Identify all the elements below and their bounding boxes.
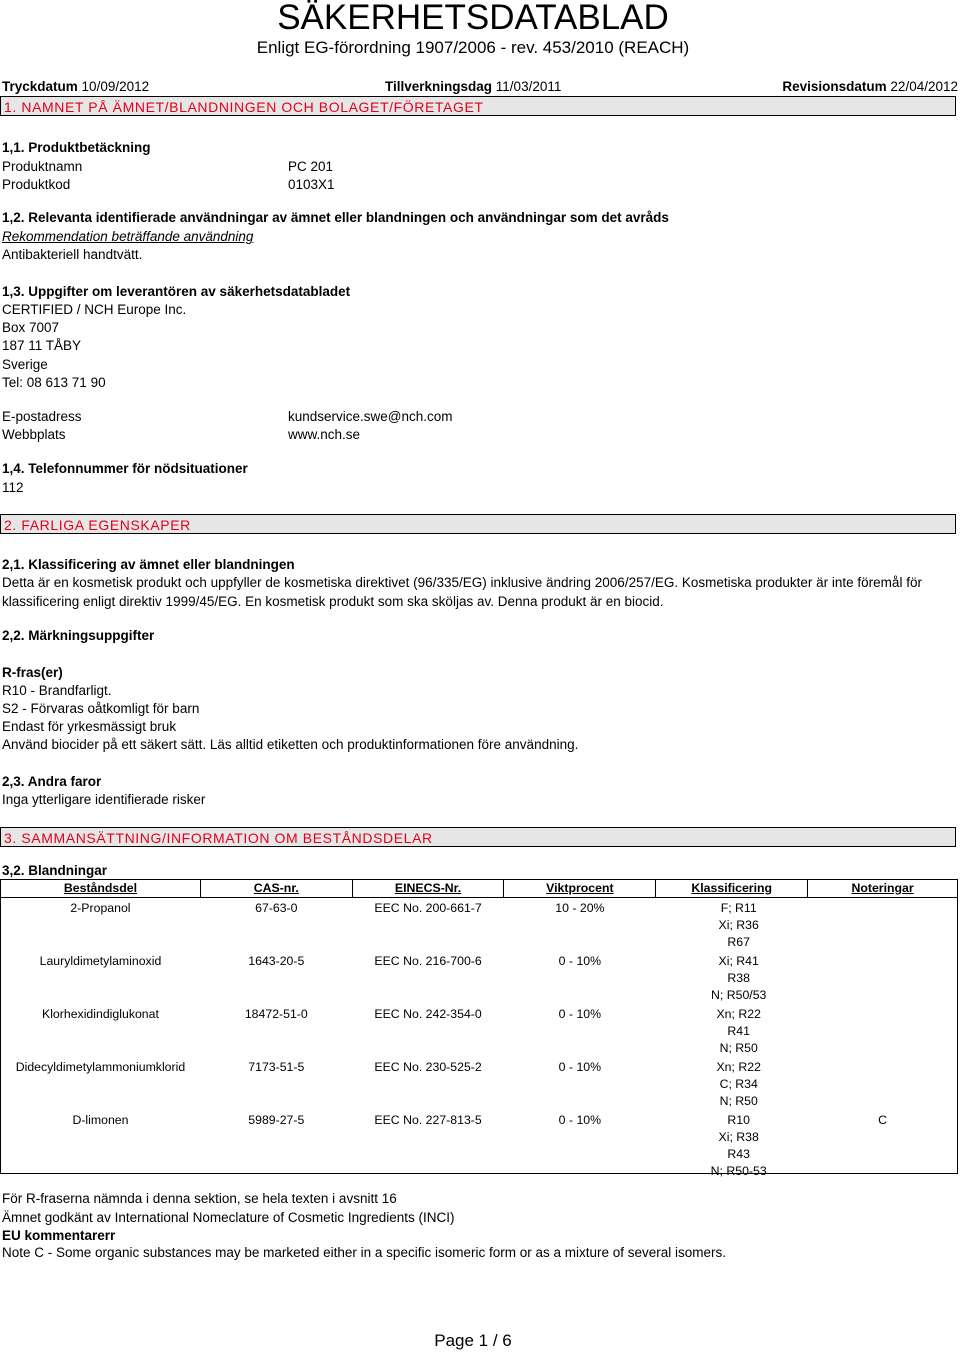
email-link[interactable]: kundservice.swe@nch.com (288, 409, 453, 424)
email-label: E-postadress (2, 409, 82, 424)
classification-line: C; R34 (719, 1077, 758, 1091)
cell-name: Klorhexidindiglukonat (42, 1007, 159, 1021)
column-header: EINECS-Nr. (352, 880, 504, 898)
table-row (1, 1057, 958, 1110)
r-phrase: Använd biocider på ett säkert sätt. Läs alltid etiketten och produktinformationen före användning. (2, 737, 579, 752)
classification-line: Xn; R22 (716, 1007, 761, 1021)
website-label: Webbplats (2, 427, 66, 442)
table-row (1, 898, 958, 952)
classification-line: Xi; R36 (718, 918, 759, 932)
section-2-2-title: 2,2. Märkningsuppgifter (2, 628, 155, 643)
section-1-2-title: 1,2. Relevanta identifierade användningar av ämnet eller blandningen och användningar som det avråds (2, 210, 669, 225)
classification-line: N; R50-53 (710, 1164, 767, 1178)
cell-classification (656, 1057, 808, 1110)
cell-classification (656, 951, 808, 1004)
manufacture-date: Tillverkningsdag 11/03/2011 (385, 79, 562, 94)
column-header: Noteringar (808, 880, 958, 898)
cell-weight: 0 - 10% (558, 1113, 602, 1127)
cell-name: Didecyldimetylammoniumklorid (15, 1060, 186, 1074)
cell-notes: C (878, 1113, 887, 1127)
eu-comment: Note C - Some organic substances may be marketed either in a specific isomeric form or as a mixture of several isomers. (2, 1245, 727, 1260)
classification-line: N; R50 (719, 1041, 758, 1055)
cell-einecs: EEC No. 200-661-7 (374, 901, 482, 915)
cell-cas: 7173-51-5 (248, 1060, 305, 1074)
table-row (1, 1110, 958, 1180)
cell-einecs: EEC No. 227-813-5 (374, 1113, 482, 1127)
section-1-heading: 1. NAMNET PÅ ÄMNET/BLANDNINGEN OCH BOLAGET/FÖRETAGET (0, 96, 956, 116)
classification-line: N; R50/53 (711, 988, 767, 1002)
section-1-4-title: 1,4. Telefonnummer för nödsituationer (2, 461, 248, 476)
r-phrase: Endast för yrkesmässigt bruk (2, 719, 177, 734)
composition-table (0, 879, 958, 1180)
cell-einecs: EEC No. 230-525-2 (374, 1060, 482, 1074)
r-phrase: R10 - Brandfarligt. (2, 683, 112, 698)
section-3-heading: 3. SAMMANSÄTTNING/INFORMATION OM BESTÅNDSDELAR (0, 827, 956, 847)
cell-einecs: EEC No. 242-354-0 (374, 1007, 482, 1021)
cell-cas: 67-63-0 (255, 901, 298, 915)
classification-line: F; R11 (720, 901, 757, 915)
table-row (1, 1004, 958, 1057)
supplier-line: Tel: 08 613 71 90 (2, 375, 106, 390)
cell-notes (808, 1004, 958, 1057)
column-header: Beståndsdel (1, 880, 201, 898)
supplier-line: Sverige (2, 357, 48, 372)
product-code-value: 0103X1 (288, 177, 335, 192)
table-header-row (1, 880, 958, 898)
classification-line: Xn; R22 (716, 1060, 761, 1074)
product-name-value: PC 201 (288, 159, 334, 174)
classification-line: R38 (727, 971, 750, 985)
cell-cas: 5989-27-5 (248, 1113, 305, 1127)
cell-name: D-limonen (72, 1113, 129, 1127)
column-header: CAS-nr. (200, 880, 352, 898)
cell-notes (808, 951, 958, 1004)
section-1-3-title: 1,3. Uppgifter om leverantören av säkerhetsdatabladet (2, 284, 351, 299)
page-number: Page 1 / 6 (434, 1331, 512, 1350)
document-title: SÄKERHETSDATABLAD (277, 0, 669, 37)
cell-classification (656, 1004, 808, 1057)
note-r-phrases: För R-fraserna nämnda i denna sektion, se hela texten i avsnitt 16 (2, 1191, 397, 1206)
classification-line: R43 (727, 1147, 750, 1161)
cell-classification (656, 898, 808, 952)
product-name-label: Produktnamn (2, 159, 83, 174)
section-2-3-title: 2,3. Andra faror (2, 774, 102, 789)
print-date: Tryckdatum 10/09/2012 (2, 79, 150, 94)
section-3-2-title: 3,2. Blandningar (2, 863, 108, 878)
cell-weight: 10 - 20% (555, 901, 605, 915)
classification-line: Xi; R41 (718, 954, 759, 968)
recommendation-value: Antibakteriell handtvätt. (2, 247, 143, 262)
note-inci: Ämnet godkänt av International Nomeclature of Cosmetic Ingredients (INCI) (2, 1210, 455, 1225)
cell-classification (656, 1110, 808, 1180)
supplier-line: Box 7007 (2, 320, 60, 335)
section-2-1-title: 2,1. Klassificering av ämnet eller blandningen (2, 557, 295, 572)
cell-notes (808, 898, 958, 952)
eu-comments-label: EU kommentarerr (2, 1228, 116, 1243)
classification-line: R10 (727, 1113, 750, 1127)
cell-cas: 1643-20-5 (248, 954, 305, 968)
supplier-line: 187 11 TÅBY (2, 338, 82, 353)
section-2-heading: 2. FARLIGA EGENSKAPER (0, 514, 956, 534)
cell-einecs: EEC No. 216-700-6 (374, 954, 482, 968)
cell-name: Lauryldimetylaminoxid (39, 954, 162, 968)
document-subtitle: Enligt EG-förordning 1907/2006 - rev. 453/2010 (REACH) (256, 38, 690, 57)
supplier-line: CERTIFIED / NCH Europe Inc. (2, 302, 187, 317)
section-1-1-title: 1,1. Produktbetäckning (2, 140, 151, 155)
column-header: Klassificering (656, 880, 808, 898)
cell-notes (808, 1057, 958, 1110)
cell-cas: 18472-51-0 (244, 1007, 308, 1021)
website-link[interactable]: www.nch.se (288, 427, 361, 442)
r-phrase: S2 - Förvaras oåtkomligt för barn (2, 701, 200, 716)
emergency-number: 112 (2, 480, 24, 495)
product-code-label: Produktkod (2, 177, 71, 192)
classification-line: R41 (727, 1024, 750, 1038)
cell-weight: 0 - 10% (558, 954, 602, 968)
recommendation-label: Rekommendation beträffande användning (2, 229, 254, 244)
classification-line: R67 (727, 935, 750, 949)
cell-name: 2-Propanol (70, 901, 131, 915)
section-2-3-text: Inga ytterligare identifierade risker (2, 792, 206, 807)
cell-weight: 0 - 10% (558, 1060, 602, 1074)
table-row (1, 951, 958, 1004)
cell-weight: 0 - 10% (558, 1007, 602, 1021)
column-header: Viktprocent (504, 880, 656, 898)
section-2-1-text: Detta är en kosmetisk produkt och uppfyller de kosmetiska direktivet (96/335/EG) inklusive ändring 2006/257/EG. Kosmetiska produkter är inte föremål för klassificering enligt direktiv 1999/45/EG. En kosmetisk produkt som ska sköljas av. Denna produkt är en biocid. (2, 575, 922, 609)
classification-line: Xi; R38 (718, 1130, 759, 1144)
classification-line: N; R50 (719, 1094, 758, 1108)
r-phrases-label: R-fras(er) (2, 665, 63, 680)
revision-date: Revisionsdatum 22/04/2012 (782, 79, 958, 94)
